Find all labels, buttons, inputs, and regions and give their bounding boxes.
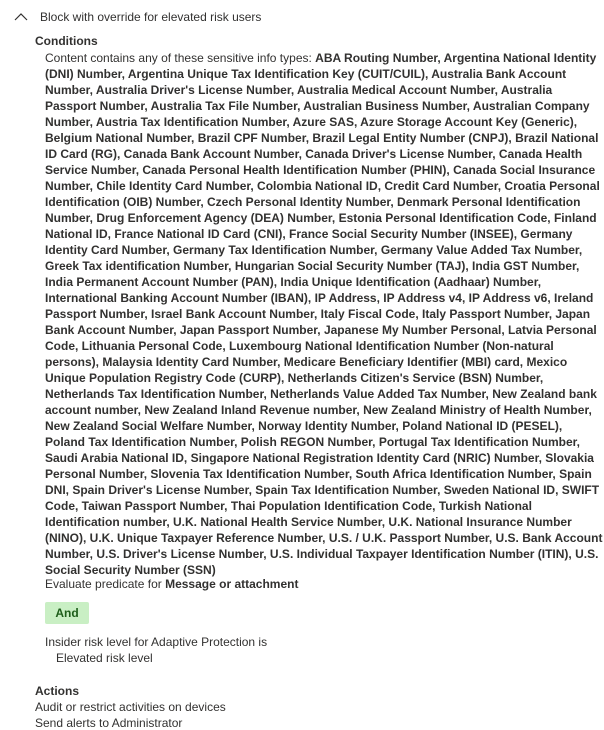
insider-risk-label: Insider risk level for Adaptive Protection is <box>45 635 268 649</box>
action-item: Audit or restrict activities on devices <box>35 700 226 714</box>
evaluate-predicate <box>45 577 298 591</box>
and-operator-badge: And <box>45 602 89 624</box>
chevron-up-icon <box>14 12 28 22</box>
evaluate-target: Message or attachment <box>165 577 299 591</box>
action-item: Send alerts to Administrator <box>35 716 183 730</box>
conditions-heading: Conditions <box>35 34 98 48</box>
insider-risk-value: Elevated risk level <box>56 651 153 665</box>
sensitive-info-condition <box>45 50 604 578</box>
rule-collapse-toggle[interactable] <box>14 9 261 25</box>
rule-title: Block with override for elevated risk users <box>40 10 262 24</box>
evaluate-prefix: Evaluate predicate for <box>45 577 166 591</box>
condition-prefix: Content contains any of these sensitive info types: <box>45 51 316 65</box>
sensitive-info-types-list: ABA Routing Number, Argentina National Identity (DNI) Number, Argentina Unique Tax Identification Key (CUIT/CUIL), Australia Bank Account Number, Australia Driver's License Number, Australia Medical Account Number, Australia Passport Number, Australia Tax File Number, Australian Business Number, Australian Company Number, Austria Tax Identification Number, Azure SAS, Azure Storage Account Key (Generic), Belgium National Number, Brazil CPF Number, Brazil Legal Entity Number (CNPJ), Brazil National ID Card (RG), Canada Bank Account Number, Canada Driver's License Number, Canada Health Service Number, Canada Personal Health Identification Number (PHIN), Canada Social Insurance Number, Chile Identity Card Number, Colombia National ID, Credit Card Number, Croatia Personal Identification (OIB) Number, Czech Personal Identity Number, Denmark Personal Identification Number, Drug Enforcement Agency (DEA) Number, Estonia Personal Identification Code, Finland National ID, France National ID Card (CNI), France Social Security Number (INSEE), Germany Identity Card Number, Germany Tax Identification Number, Germany Value Added Tax Number, Greek Tax identification Number, Hungarian Social Security Number (TAJ), India GST Number, India Permanent Account Number (PAN), India Unique Identification (Aadhaar) Number, International Banking Account Number (IBAN), IP Address, IP Address v4, IP Address v6, Ireland Passport Number, Israel Bank Account Number, Italy Fiscal Code, Italy Passport Number, Japan Bank Account Number, Japan Passport Number, Japanese My Number Personal, Latvia Personal Code, Lithuania Personal Code, Luxembourg National Identification Number (Non-natural persons), Malaysia Identity Card Number, Medicare Beneficiary Identifier (MBI) card, Mexico Unique Population Registry Code (CURP), Netherlands Citizen's Service (BSN) Number, Netherlands Tax Identification Number, Netherlands Value Added Tax Number, New Zealand bank account number, New Zealand Inland Revenue number, New Zealand Ministry of Health Number, New Zealand Social Welfare Number, Norway Identity Number, Poland National ID (PESEL), Poland Tax Identification Number, Polish REGON Number, Portugal Tax Identification Number, Saudi Arabia National ID, Singapore National Registration Identity Card (NRIC) Number, Slovakia Personal Number, Slovenia Tax Identification Number, South Africa Identification Number, Spain DNI, Spain Driver's License Number, Spain Tax Identification Number, Sweden National ID, SWIFT Code, Taiwan Passport Number, Thai Population Identification Code, Turkish National Identification number, U.K. National Health Service Number, U.K. National Insurance Number (NINO), U.K. Unique Taxpayer Reference Number, U.S. / U.K. Passport Number, U.S. Bank Account Number, U.S. Driver's License Number, U.S. Individual Taxpayer Identification Number (ITIN), U.S. Social Security Number (SSN) <box>45 51 603 577</box>
actions-heading: Actions <box>35 684 80 698</box>
